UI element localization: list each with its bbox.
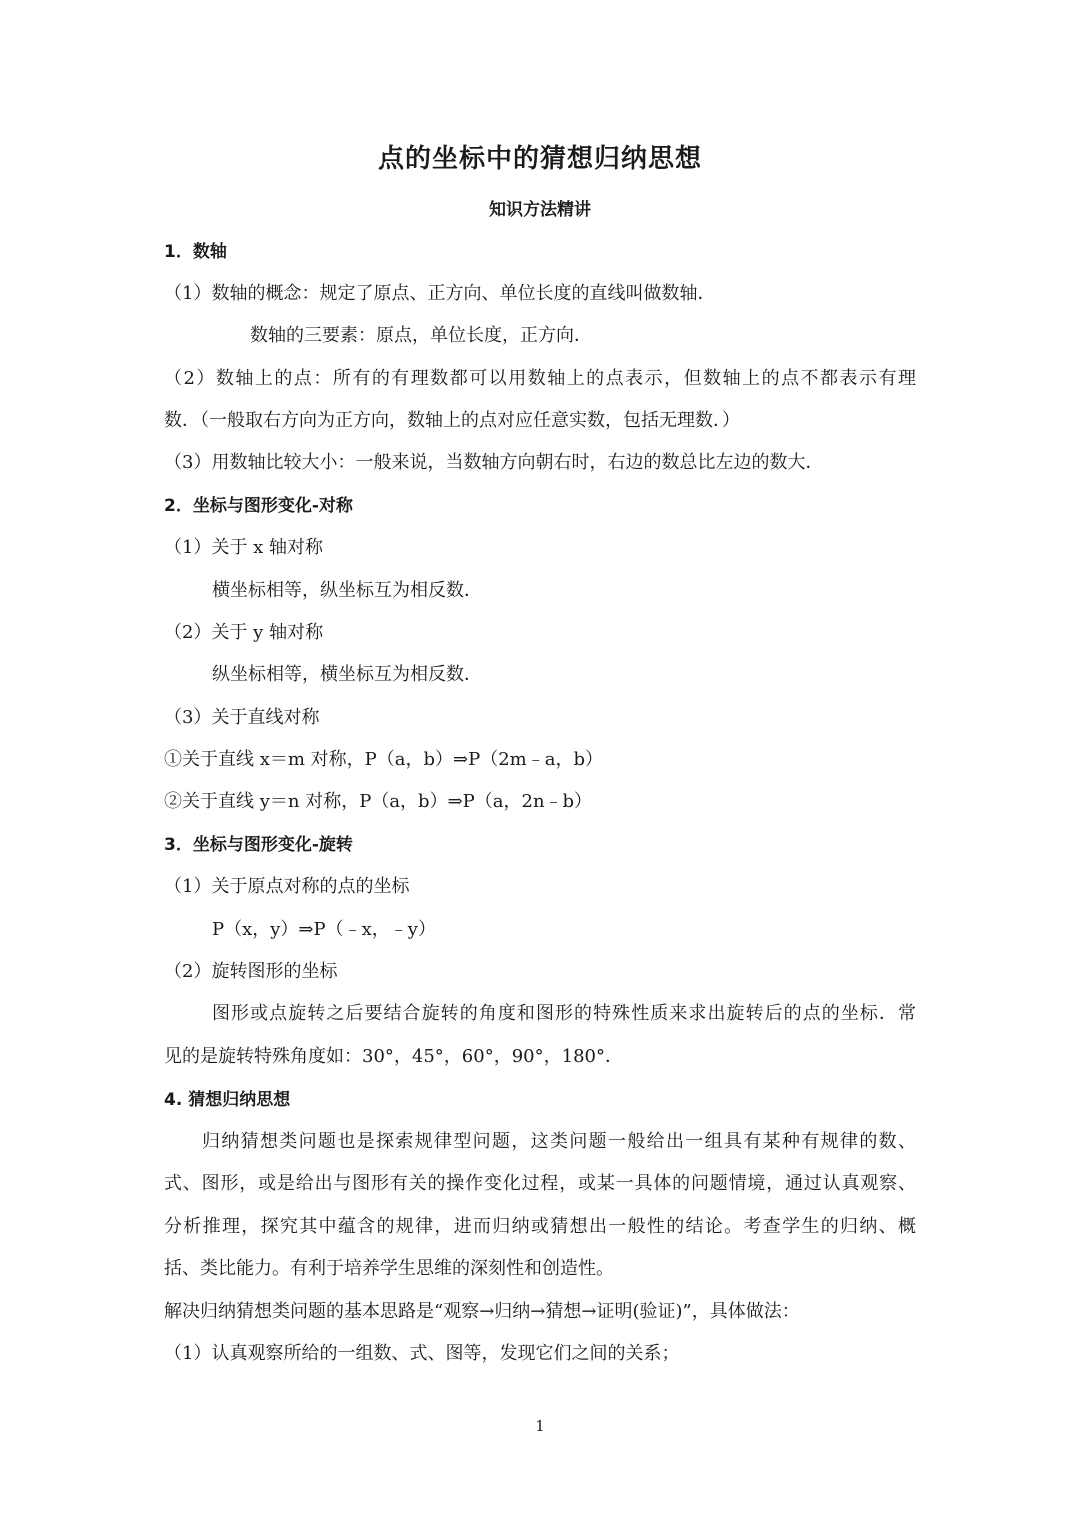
formula-line: ②关于直线 y＝n 对称，P（a，b）⇒P（a，2n﹣b）	[164, 791, 593, 812]
section-heading-symmetry: 2．坐标与图形变化-对称	[164, 496, 353, 516]
paragraph-line: 数．（一般取右方向为正方向，数轴上的点对应任意实数，包括无理数．）	[164, 410, 740, 431]
paragraph-line: （1）关于原点对称的点的坐标	[164, 876, 410, 897]
formula-line: P（x，y）⇒P（﹣x，﹣y）	[212, 919, 436, 940]
paragraph-line: 图形或点旋转之后要结合旋转的角度和图形的特殊性质来求出旋转后的点的坐标．常	[212, 1003, 916, 1024]
section-heading-number-line: 1．数轴	[164, 242, 227, 262]
paragraph-line: 式、图形，或是给出与图形有关的操作变化过程，或某一具体的问题情境，通过认真观察、	[164, 1173, 916, 1194]
paragraph-line: （1）数轴的概念：规定了原点、正方向、单位长度的直线叫做数轴．	[164, 283, 716, 304]
paragraph-line: （2）关于 y 轴对称	[164, 622, 324, 643]
paragraph-line: 归纳猜想类问题也是探索规律型问题，这类问题一般给出一组具有某种有规律的数、	[202, 1131, 916, 1152]
paragraph-line: 解决归纳猜想类问题的基本思路是“观察→归纳→猜想→证明(验证)”，具体做法：	[164, 1301, 800, 1322]
paragraph-line: 数轴的三要素：原点，单位长度，正方向．	[250, 325, 592, 346]
paragraph-line: （3）关于直线对称	[164, 707, 320, 728]
paragraph-line: （2）旋转图形的坐标	[164, 961, 338, 982]
paragraph-line: 见的是旋转特殊角度如：30°，45°，60°，90°，180°．	[164, 1046, 623, 1067]
paragraph-line: （1）关于 x 轴对称	[164, 537, 324, 558]
paragraph-line: （1）认真观察所给的一组数、式、图等，发现它们之间的关系；	[164, 1343, 680, 1364]
page-title: 点的坐标中的猜想归纳思想	[377, 144, 702, 174]
paragraph-line: 括、类比能力。有利于培养学生思维的深刻性和创造性。	[164, 1258, 614, 1279]
formula-line: ①关于直线 x＝m 对称，P（a，b）⇒P（2m﹣a，b）	[164, 749, 603, 770]
section-heading-rotation: 3．坐标与图形变化-旋转	[164, 835, 353, 855]
paragraph-line: 分析推理，探究其中蕴含的规律，进而归纳或猜想出一般性的结论。考查学生的归纳、概	[164, 1216, 916, 1237]
section-heading-induction: 4. 猜想归纳思想	[164, 1090, 291, 1110]
paragraph-line: （2）数轴上的点：所有的有理数都可以用数轴上的点表示，但数轴上的点不都表示有理	[164, 368, 916, 389]
paragraph-line: 纵坐标相等，横坐标互为相反数．	[212, 664, 482, 685]
page-subtitle: 知识方法精讲	[489, 200, 591, 220]
paragraph-line: （3）用数轴比较大小：一般来说，当数轴方向朝右时，右边的数总比左边的数大．	[164, 452, 824, 473]
paragraph-line: 横坐标相等，纵坐标互为相反数．	[212, 580, 482, 601]
page-number: 1	[535, 1417, 545, 1435]
